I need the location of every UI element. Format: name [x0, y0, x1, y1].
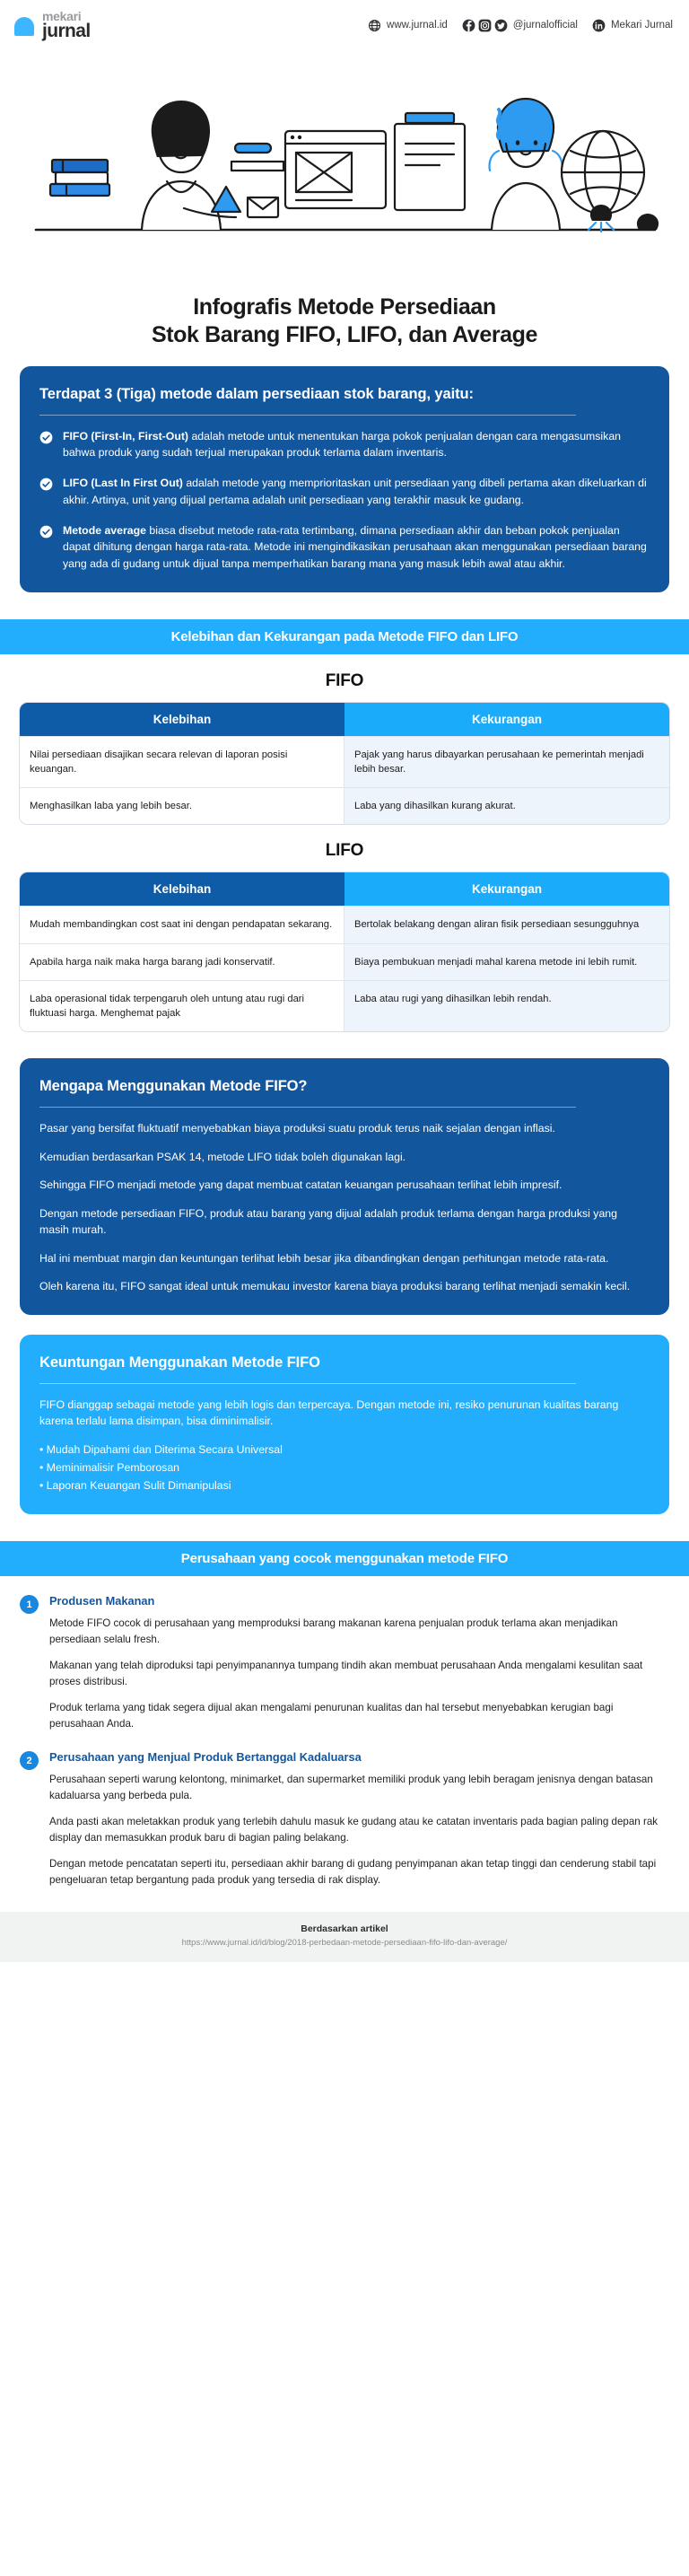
- intro-item-bold: FIFO (First-In, First-Out): [63, 429, 189, 442]
- suitable-item-1: [20, 1594, 669, 1732]
- intro-item-text: [63, 475, 650, 508]
- intro-section: [0, 366, 689, 592]
- intro-item-lifo: [39, 475, 650, 508]
- suitable-item-body: [49, 1750, 669, 1888]
- lifo-table-label: LIFO: [325, 841, 364, 861]
- why-fifo-title: Mengapa Menggunakan Metode FIFO?: [39, 1078, 308, 1095]
- logo-mekari-text: mekari: [42, 9, 82, 23]
- cell-con: Biaya pembukuan menjadi mahal karena metode ini lebih rumit.: [344, 943, 669, 980]
- why-fifo-section: [0, 1058, 689, 1314]
- cell-con: Bertolak belakang dengan aliran fisik persediaan sesungguhnya: [344, 906, 669, 942]
- intro-item-rest: adalah metode untuk menentukan harga pokok penjualan dengan cara mengasumsikan bahwa produk yang sudah terjual merupakan produk terlama dalam inventaris.: [63, 429, 621, 460]
- hero-illustration: [0, 54, 689, 292]
- suitable-section: [0, 1594, 689, 1888]
- cell-pro: Mudah membandingkan cost saat ini dengan pendapatan sekarang.: [20, 906, 344, 942]
- suitable-item-paragraph: Perusahaan seperti warung kelontong, minimarket, dan supermarket memiliki produk yang lebih beragam jenisnya dengan batasan kadaluarsa yang berbeda pula.: [49, 1774, 653, 1802]
- benefits-card: [20, 1335, 669, 1515]
- intro-item-average: [39, 522, 650, 573]
- spacer: [0, 1031, 689, 1058]
- table-header-row: [20, 703, 669, 736]
- table-header-row: [20, 872, 669, 906]
- benefits-section: [0, 1335, 689, 1515]
- intro-item-rest: biasa disebut metode rata-rata tertimbang, dimana persediaan akhir dan beban pokok penjualan dapat dihitung dengan harga rata-rata. Metode ini mengindikasikan perusahaan akan menggunakan persediaan barang yang ada di gudang untuk dijual tanpa memperhatikan barang mana yang masuk lebih awal atau akhir.: [63, 523, 647, 570]
- why-fifo-paragraph: Kemudian berdasarkan PSAK 14, metode LIFO tidak boleh digunakan lagi.: [39, 1150, 406, 1163]
- number-badge: 2: [20, 1751, 39, 1770]
- cell-pro: Menghasilkan laba yang lebih besar.: [20, 787, 344, 824]
- cell-con: Pajak yang harus dibayarkan perusahaan ke pemerintah menjadi lebih besar.: [344, 736, 669, 787]
- social-links[interactable]: [462, 19, 578, 32]
- logo-text: [42, 10, 91, 40]
- suitable-banner: Perusahaan yang cocok menggunakan metode FIFO: [0, 1541, 689, 1576]
- why-fifo-divider: [39, 1107, 576, 1108]
- social-handle-label: @jurnalofficial: [512, 20, 578, 31]
- fifo-table-label: FIFO: [325, 670, 364, 690]
- linkedin-link[interactable]: [592, 19, 673, 32]
- suitable-item-body: [49, 1594, 669, 1732]
- globe-icon: [368, 19, 381, 32]
- linkedin-icon: [592, 19, 606, 32]
- list-item: • Mudah Dipahami dan Diterima Secara Universal: [39, 1442, 283, 1456]
- intro-card: [20, 366, 669, 592]
- lifo-comparison-table: [20, 872, 669, 1031]
- check-circle-icon: [39, 525, 53, 539]
- table-row: [20, 906, 669, 942]
- benefits-divider: [39, 1383, 576, 1384]
- intro-item-rest: adalah metode yang memprioritaskan unit persediaan yang dibeli pertama akan dikeluarkan di akhir. Artinya, unit yang dijual pertama adalah unit persediaan yang terakhir masuk ke gudang.: [63, 477, 647, 506]
- intro-divider: [39, 415, 576, 416]
- column-header-kekurangan: Kekurangan: [344, 872, 669, 906]
- intro-item-bold: LIFO (Last In First Out): [63, 477, 183, 490]
- table-row: [20, 980, 669, 1031]
- suitable-item-paragraph: Metode FIFO cocok di perusahaan yang memproduksi barang makanan karena penjualan produk terlama akan menjadikan persediaan selalu fresh.: [49, 1617, 618, 1646]
- table-row: [20, 736, 669, 787]
- intro-item-fifo: [39, 428, 650, 461]
- intro-heading: Terdapat 3 (Tiga) metode dalam persediaan stok barang, yaitu:: [39, 385, 474, 402]
- cell-con: Laba yang dihasilkan kurang akurat.: [344, 787, 669, 824]
- suitable-item-paragraph: Anda pasti akan meletakkan produk yang terlebih dahulu masuk ke gudang atau ke catatan inventaris pada bagian paling depan rak display dan memasukkan produk baru di bagian paling belakang.: [49, 1816, 658, 1844]
- number-badge: 1: [20, 1595, 39, 1614]
- linkedin-label: Mekari Jurnal: [610, 20, 673, 31]
- intro-item-text: [63, 522, 650, 573]
- list-item: • Laporan Keuangan Sulit Dimanipulasi: [39, 1478, 231, 1492]
- why-fifo-paragraph: Dengan metode persediaan FIFO, produk atau barang yang dijual adalah produk terlama dengan harga produksi yang masih murah.: [39, 1206, 617, 1237]
- suitable-item-2: [20, 1750, 669, 1888]
- suitable-item-heading: Perusahaan yang Menjual Produk Bertanggal Kadaluarsa: [49, 1750, 362, 1765]
- suitable-item-paragraph: Produk terlama yang tidak segera dijual akan mengalami penurunan kualitas dan hal tersebut menyebabkan kerugian bagi perusahaan Anda.: [49, 1702, 614, 1730]
- lifo-table-section: [0, 824, 689, 1031]
- compare-banner: Kelebihan dan Kekurangan pada Metode FIFO dan LIFO: [0, 619, 689, 654]
- intro-item-text: [63, 428, 650, 461]
- check-circle-icon: [39, 431, 53, 444]
- check-circle-icon: [39, 478, 53, 491]
- website-link[interactable]: [368, 19, 448, 32]
- cell-pro: Laba operasional tidak terpengaruh oleh untung atau rugi dari fluktuasi harga. Menghemat pajak: [20, 980, 344, 1031]
- spacer: [0, 1315, 689, 1335]
- facebook-icon[interactable]: [462, 19, 475, 32]
- social-icon-group: [462, 19, 508, 32]
- fifo-comparison-table: [20, 703, 669, 825]
- why-fifo-paragraph: Oleh karena itu, FIFO sangat ideal untuk memukau investor karena biaya produksi barang terlihat menjadi semakin kecil.: [39, 1280, 631, 1293]
- column-header-kelebihan: Kelebihan: [20, 703, 344, 736]
- column-header-kelebihan: Kelebihan: [20, 872, 344, 906]
- why-fifo-card: [20, 1058, 669, 1314]
- footer-source-url[interactable]: https://www.jurnal.id/id/blog/2018-perbedaan-metode-persediaan-fifo-lifo-dan-average/: [181, 1938, 508, 1949]
- mekari-arch-icon: [13, 13, 36, 37]
- benefits-list: [39, 1441, 650, 1495]
- page-header: [0, 0, 689, 50]
- fifo-table-section: [0, 654, 689, 825]
- cell-con: Laba atau rugi yang dihasilkan lebih rendah.: [344, 980, 669, 1031]
- suitable-item-paragraph: Dengan metode pencatatan seperti itu, persediaan akhir barang di gudang penyimpanan akan tetap tinggi dan cenderung stabil tapi pengeluaran tetap bergantung pada produk yang tersedia di rak display.: [49, 1858, 657, 1887]
- logo-jurnal-text: jurnal: [42, 21, 91, 41]
- intro-item-bold: Metode average: [63, 523, 146, 537]
- page-title: [0, 292, 689, 366]
- instagram-icon[interactable]: [478, 19, 492, 32]
- suitable-item-paragraph: Makanan yang telah diproduksi tapi penyimpanannya tumpang tindih akan membuat perusahaan Anda mengalami kesulitan saat proses distribusi.: [49, 1660, 643, 1688]
- header-links: [368, 19, 673, 32]
- benefits-title: Keuntungan Menggunakan Metode FIFO: [39, 1354, 320, 1371]
- twitter-icon[interactable]: [494, 19, 508, 32]
- spacer: [0, 592, 689, 619]
- why-fifo-paragraph: Pasar yang bersifat fluktuatif menyebabkan biaya produksi suatu produk terus naik sejalan dengan inflasi.: [39, 1122, 555, 1135]
- cell-pro: Nilai persediaan disajikan secara relevan di laporan posisi keuangan.: [20, 736, 344, 787]
- footer-label: Berdasarkan artikel: [301, 1923, 388, 1935]
- cell-pro: Apabila harga naik maka harga barang jadi konservatif.: [20, 943, 344, 980]
- table-row: [20, 943, 669, 980]
- website-label: www.jurnal.id: [387, 20, 448, 31]
- column-header-kekurangan: Kekurangan: [344, 703, 669, 736]
- spacer: [0, 1514, 689, 1541]
- why-fifo-paragraph: Sehingga FIFO menjadi metode yang dapat membuat catatan keuangan perusahaan terlihat lebih impresif.: [39, 1178, 563, 1192]
- list-item: • Meminimalisir Pemborosan: [39, 1460, 180, 1474]
- page-title-line2: Stok Barang FIFO, LIFO, dan Average: [151, 322, 538, 348]
- page-footer: [0, 1912, 689, 1962]
- suitable-item-heading: Produsen Makanan: [49, 1594, 155, 1608]
- mekari-jurnal-logo[interactable]: [13, 10, 91, 40]
- why-fifo-paragraph: Hal ini membuat margin dan keuntungan terlihat lebih besar jika dibandingkan dengan perhitungan metode rata-rata.: [39, 1251, 609, 1265]
- benefits-intro: FIFO dianggap sebagai metode yang lebih logis dan terpercaya. Dengan metode ini, resiko penurunan kualitas barang karena terlalu lama disimpan, bisa diminimalisir.: [39, 1398, 619, 1428]
- page-title-line1: Infografis Metode Persediaan: [193, 294, 496, 320]
- table-row: [20, 787, 669, 824]
